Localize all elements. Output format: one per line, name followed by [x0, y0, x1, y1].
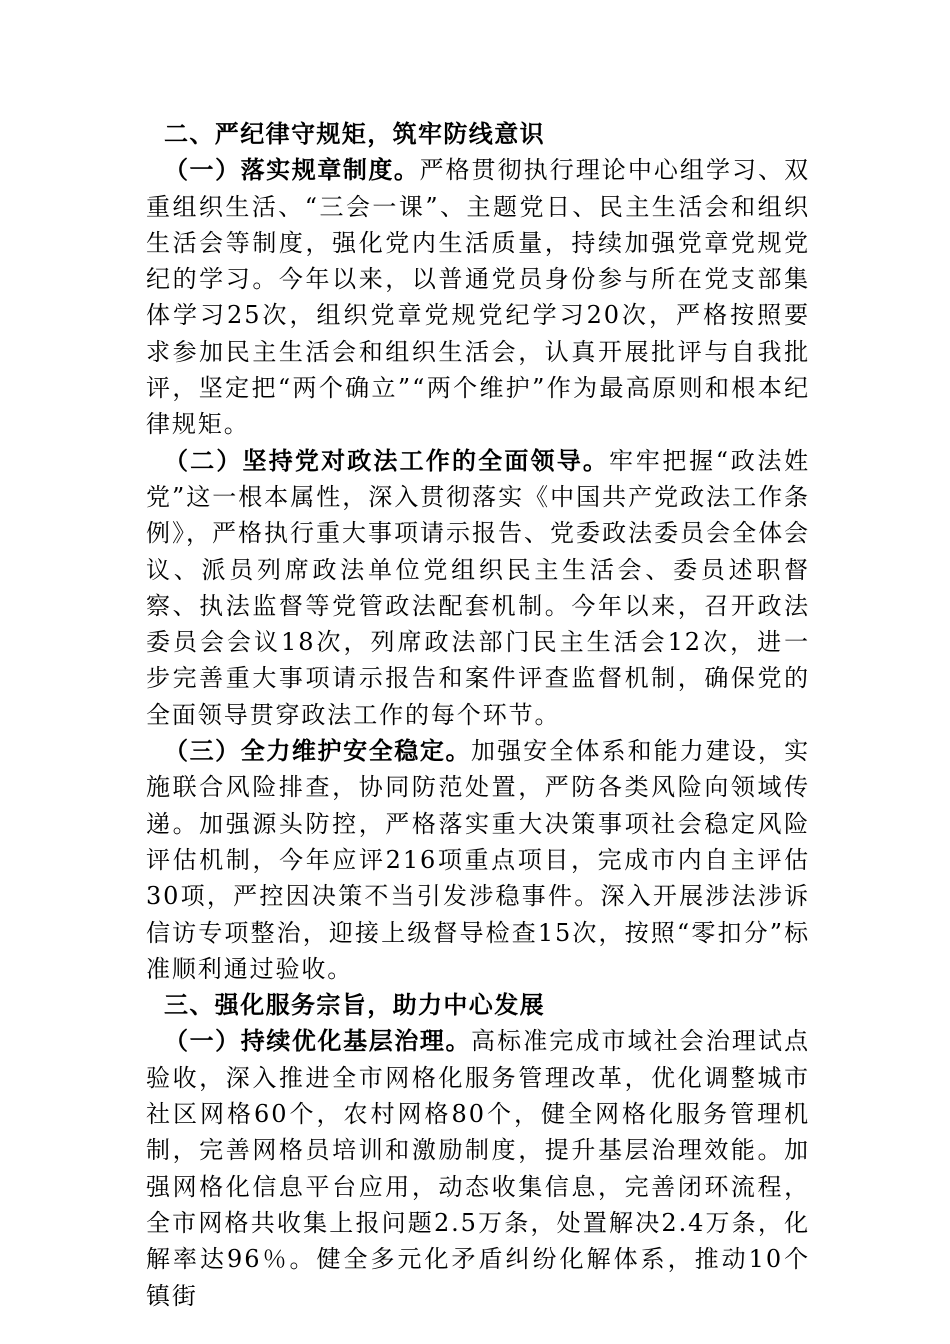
- paragraph-security-stability: [146, 733, 810, 987]
- paragraph-lead: （一）持续优化基层治理。: [164, 1027, 472, 1056]
- paragraph-lead: （一）落实规章制度。: [164, 156, 420, 185]
- section-heading-service: 三、强化服务宗旨，助力中心发展: [164, 991, 545, 1020]
- paragraph-lead: （三）全力维护安全稳定。: [164, 737, 472, 766]
- paragraph-text: 高标准完成市域社会治理试点验收，深入推进全市网格化服务管理改革，优化调整城市社区网格60个，农村网格80个，健全网格化服务管理机制，完善网格员培训和激励制度，提升基层治理效能。加强网格化信息平台应用，动态收集信息，完善闭环流程，全市网格共收集上报问题2.5万条，处置解决2.4万条，化解率达96％。健全多元化矛盾纠纷化解体系，推动10个镇街: [146, 1027, 810, 1310]
- paragraph-text: 加强安全体系和能力建设，实施联合风险排查，协同防范处置，严防各类风险向领域传递。加强源头防控，严格落实重大决策事项社会稳定风险评估机制，今年应评216项重点项目，完成市内自主评估30项，严控因决策不当引发涉稳事件。深入开展涉法涉诉信访专项整治，迎接上级督导检查15次，按照“零扣分”标准顺利通过验收。: [146, 737, 810, 983]
- paragraph-text: 牢牢把握“政法姓党”这一根本属性，深入贯彻落实《中国共产党政法工作条例》，严格执行重大事项请示报告、党委政法委员会全体会议、派员列席政法单位党组织民主生活会、委员述职督察、执法监督等党管政法配套机制。今年以来，召开政法委员会会议18次，列席政法部门民主生活会12次，进一步完善重大事项请示报告和案件评查监督机制，确保党的全面领导贯穿政法工作的每个环节。: [146, 446, 810, 729]
- section-heading-discipline: 二、严纪律守规矩，筑牢防线意识: [164, 120, 545, 148]
- paragraph-text: 严格贯彻执行理论中心组学习、双重组织生活、“三会一课”、主题党日、民主生活会和组织生活会等制度，强化党内生活质量，持续加强党章党规党纪的学习。今年以来，以普通党员身份参与所在党支部集体学习25次，组织党章党规党纪学习20次，严格按照要求参加民主生活会和组织生活会，认真开展批评与自我批评，坚定把“两个确立”“两个维护”作为最高原则和根本纪律规矩。: [146, 156, 811, 439]
- paragraph-rules-system: [146, 152, 810, 442]
- paragraph-party-leadership: [146, 443, 810, 733]
- paragraph-lead: （二）坚持党对政法工作的全面领导。: [164, 446, 610, 475]
- document-body: [146, 116, 810, 1314]
- paragraph-grassroots-governance: [146, 1023, 810, 1313]
